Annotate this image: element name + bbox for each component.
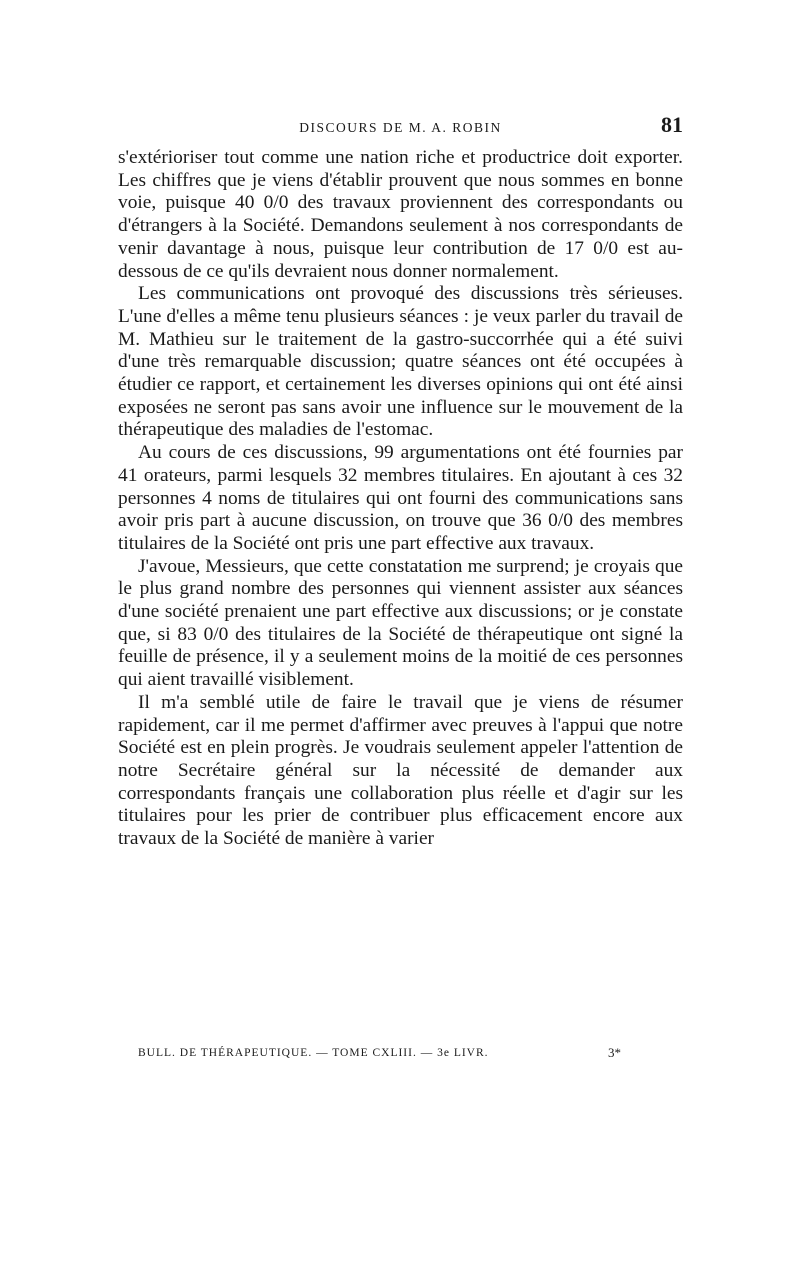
paragraph: Les communications ont provoqué des discussions très sérieuses. L'une d'elles a même tenu plusieurs séances : je veux parler du travail de M. Mathieu sur le traitement de la gastro-succorrhée qui a été suivi d'une très remarquable discussion; quatre séances ont été occupées à étudier ce rapport, et certainement les diverses opinions qui ont été ainsi exposées ne seront pas sans avoir une influence sur le mouvement de la thérapeutique des maladies de l'estomac. xyxy=(118,283,683,441)
signature-mark: 3* xyxy=(608,1045,621,1060)
paragraph: J'avoue, Messieurs, que cette constatation me surprend; je croyais que le plus grand nombre des personnes qui viennent assister aux séances d'une société prenaient une part effective aux discussions; or je constate que, si 83 0/0 des titulaires de la Société de thérapeutique ont signé la feuille de présence, il y a seulement moins de la moitié de ces personnes qui aient travaillé visiblement. xyxy=(118,555,683,691)
page-number: 81 xyxy=(661,112,683,137)
paragraph-continuation: s'extérioriser tout comme une nation riche et productrice doit exporter. Les chiffres que je viens d'établir prouvent que nous sommes en bonne voie, puisque 40 0/0 des travaux proviennent des correspondants ou d'étrangers à la Société. Demandons seulement à nos correspondants de venir davantage à nous, puisque leur contribution de 17 0/0 est au-dessous de ce qu'ils devraient nous donner normalement. xyxy=(118,147,683,282)
paragraph: Il m'a semblé utile de faire le travail que je viens de résumer rapidement, car il me permet d'affirmer avec preuves à l'appui que notre Société est en plein progrès. Je voudrais seulement appeler l'attention de notre Secrétaire général sur la nécessité de demander aux correspondants français une collaboration plus réelle et d'agir sur les titulaires pour les prier de contribuer plus efficacement encore aux travaux de la Société de manière à varier xyxy=(118,691,683,850)
paragraph: Au cours de ces discussions, 99 argumentations ont été fournies par 41 orateurs, parmi lesquels 32 membres titulaires. En ajoutant à ces 32 personnes 4 noms de titulaires qui ont fourni des communications sans avoir pris part à aucune discussion, on trouve que 36 0/0 des membres titulaires de la Société ont pris une part effective aux travaux. xyxy=(118,442,683,554)
running-header xyxy=(118,112,683,142)
running-title: DISCOURS DE M. A. ROBIN xyxy=(299,120,502,135)
journal-footer: BULL. DE THÉRAPEUTIQUE. — TOME CXLIII. — 3e LIVR. xyxy=(138,1047,489,1059)
body-text xyxy=(118,147,683,851)
